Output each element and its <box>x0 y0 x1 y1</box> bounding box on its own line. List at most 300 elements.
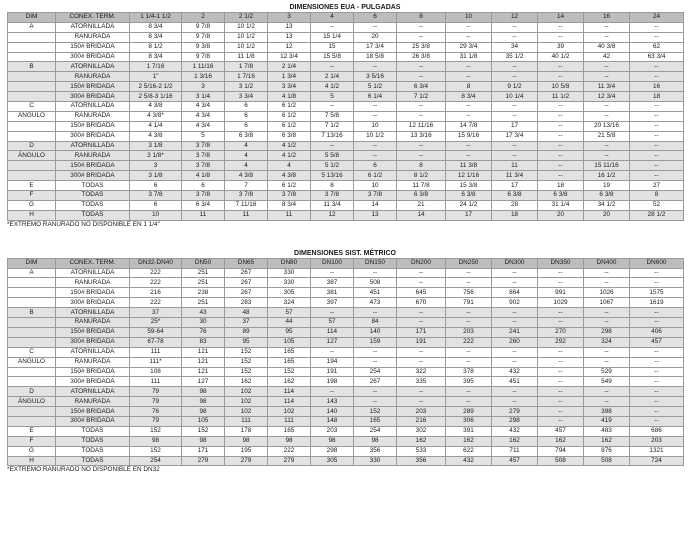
value-cell: -- <box>311 347 354 357</box>
column-header: DN32-DN40 <box>130 258 182 268</box>
value-cell: 4 1/4 <box>130 121 182 131</box>
column-header: 10 <box>446 13 492 23</box>
value-cell: -- <box>397 347 446 357</box>
value-cell: -- <box>538 121 584 131</box>
value-cell: -- <box>311 387 354 397</box>
value-cell: 1 3/16 <box>182 72 225 82</box>
connection-type-cell: 300# BRIDADA <box>56 171 130 181</box>
table-row <box>8 456 684 466</box>
value-cell: -- <box>584 357 630 367</box>
value-cell: 6 3/8 <box>225 131 268 141</box>
value-cell: -- <box>492 151 538 161</box>
table-row <box>8 318 684 328</box>
value-cell: 17 3/4 <box>354 42 397 52</box>
value-cell: 670 <box>397 298 446 308</box>
value-cell: 10 1/2 <box>354 131 397 141</box>
table-row <box>8 308 684 318</box>
value-cell: 98 <box>354 436 397 446</box>
value-cell: 152 <box>130 446 182 456</box>
value-cell: 483 <box>584 426 630 436</box>
value-cell: 2 1/4 <box>311 72 354 82</box>
value-cell: 25* <box>130 318 182 328</box>
value-cell: 140 <box>311 407 354 417</box>
value-cell: 31 1/4 <box>538 200 584 210</box>
value-cell: 194 <box>311 357 354 367</box>
value-cell: -- <box>584 397 630 407</box>
value-cell: 114 <box>268 397 311 407</box>
value-cell: 152 <box>225 357 268 367</box>
value-cell: -- <box>584 151 630 161</box>
value-cell: 267 <box>354 377 397 387</box>
value-cell: 387 <box>311 278 354 288</box>
value-cell: 152 <box>354 407 397 417</box>
value-cell: -- <box>354 62 397 72</box>
connection-type-cell: 150# BRIDADA <box>56 327 130 337</box>
column-header: DN80 <box>268 258 311 268</box>
value-cell: -- <box>492 72 538 82</box>
connection-type-cell: TODAS <box>56 210 130 220</box>
table-row <box>8 288 684 298</box>
value-cell: 98 <box>225 436 268 446</box>
table-row <box>8 121 684 131</box>
value-cell: -- <box>446 347 492 357</box>
value-cell: -- <box>492 308 538 318</box>
header-row <box>8 13 684 23</box>
dim-cell: H <box>8 456 56 466</box>
value-cell: 254 <box>354 367 397 377</box>
table-row <box>8 407 684 417</box>
value-cell: 98 <box>182 387 225 397</box>
value-cell: 4 3/8* <box>130 111 182 121</box>
value-cell: 48 <box>225 308 268 318</box>
value-cell: 251 <box>182 298 225 308</box>
connection-type-cell: 300# BRIDADA <box>56 337 130 347</box>
table-row <box>8 111 684 121</box>
dim-cell: E <box>8 426 56 436</box>
value-cell: 508 <box>354 278 397 288</box>
value-cell: -- <box>354 151 397 161</box>
table-row <box>8 72 684 82</box>
value-cell: 3 <box>182 82 225 92</box>
value-cell: 152 <box>225 347 268 357</box>
value-cell: 6 <box>354 161 397 171</box>
value-cell: 711 <box>492 446 538 456</box>
connection-type-cell: RANURADA <box>56 111 130 121</box>
value-cell: 111 <box>225 416 268 426</box>
table-row <box>8 92 684 102</box>
value-cell: 451 <box>354 288 397 298</box>
dim-cell <box>8 52 56 62</box>
value-cell: 3 1/8 <box>130 141 182 151</box>
value-cell: 34 1/2 <box>584 200 630 210</box>
value-cell: 17 3/4 <box>492 131 538 141</box>
value-cell: 1 3/4 <box>268 72 311 82</box>
connection-type-cell: RANURADA <box>56 72 130 82</box>
value-cell: 40 3/8 <box>584 42 630 52</box>
value-cell: -- <box>630 161 684 171</box>
value-cell: 222 <box>268 446 311 456</box>
value-cell: 152 <box>268 367 311 377</box>
value-cell: 26 3/8 <box>397 52 446 62</box>
value-cell: 67-78 <box>130 337 182 347</box>
value-cell: 4 3/8 <box>130 131 182 141</box>
table-row <box>8 298 684 308</box>
column-header: DIM <box>8 258 56 268</box>
connection-type-cell: 300# BRIDADA <box>56 52 130 62</box>
value-cell: -- <box>584 268 630 278</box>
table-row <box>8 102 684 112</box>
value-cell: 11 3/4 <box>584 82 630 92</box>
value-cell: -- <box>630 102 684 112</box>
value-cell: 20 13/16 <box>584 121 630 131</box>
table-row <box>8 268 684 278</box>
value-cell: 1 7/8 <box>225 62 268 72</box>
table-row <box>8 387 684 397</box>
value-cell: -- <box>397 397 446 407</box>
value-cell: 330 <box>354 456 397 466</box>
column-header: CONEX. TERM. <box>56 258 130 268</box>
value-cell: 14 <box>397 210 446 220</box>
value-cell: 152 <box>130 426 182 436</box>
value-cell: 6 1/2 <box>268 121 311 131</box>
value-cell: 6 <box>130 181 182 191</box>
value-cell: 6 3/4 <box>182 200 225 210</box>
value-cell: 3 7/8 <box>130 191 182 201</box>
value-cell: 11 7/8 <box>397 181 446 191</box>
table-row <box>8 337 684 347</box>
value-cell: 3 5/16 <box>354 72 397 82</box>
column-header: 3 <box>268 13 311 23</box>
value-cell: 9 7/8 <box>182 52 225 62</box>
value-cell: 12 1/16 <box>446 171 492 181</box>
value-cell: -- <box>630 387 684 397</box>
document-page <box>7 3 683 474</box>
value-cell: 9 7/8 <box>182 22 225 32</box>
value-cell: -- <box>630 416 684 426</box>
value-cell: -- <box>630 308 684 318</box>
value-cell: 62 <box>630 42 684 52</box>
value-cell: -- <box>538 171 584 181</box>
value-cell: -- <box>584 387 630 397</box>
connection-type-cell: ATORNILLADA <box>56 308 130 318</box>
value-cell: 98 <box>268 436 311 446</box>
value-cell: 3 7/8 <box>182 191 225 201</box>
column-header: DN600 <box>630 258 684 268</box>
value-cell: 645 <box>397 288 446 298</box>
connection-type-cell: 150# BRIDADA <box>56 42 130 52</box>
value-cell: 20 <box>584 210 630 220</box>
value-cell: 121 <box>182 367 225 377</box>
dim-cell: H <box>8 210 56 220</box>
connection-type-cell: RANURADA <box>56 397 130 407</box>
value-cell: -- <box>354 111 397 121</box>
value-cell: 76 <box>130 407 182 417</box>
value-cell: 143 <box>311 397 354 407</box>
value-cell: -- <box>538 131 584 141</box>
value-cell: 279 <box>182 456 225 466</box>
dim-cell <box>8 161 56 171</box>
value-cell: -- <box>492 278 538 288</box>
dim-cell: C <box>8 102 56 112</box>
connection-type-cell: ATORNILLADA <box>56 387 130 397</box>
value-cell: 19 <box>584 181 630 191</box>
value-cell: 39 <box>538 42 584 52</box>
value-cell: 4 3/4 <box>182 102 225 112</box>
value-cell: -- <box>538 377 584 387</box>
value-cell: -- <box>630 318 684 328</box>
value-cell: -- <box>397 62 446 72</box>
value-cell: 8 <box>446 82 492 92</box>
value-cell: 10 <box>354 181 397 191</box>
value-cell: 10 <box>354 121 397 131</box>
value-cell: 10 1/4 <box>492 92 538 102</box>
value-cell: -- <box>397 387 446 397</box>
value-cell: 457 <box>538 426 584 436</box>
value-cell: -- <box>446 278 492 288</box>
column-header: DN50 <box>182 258 225 268</box>
dim-cell <box>8 367 56 377</box>
value-cell: 324 <box>268 298 311 308</box>
value-cell: 238 <box>182 288 225 298</box>
value-cell: 3 1/8 <box>130 171 182 181</box>
value-cell: 15 5/8 <box>311 52 354 62</box>
value-cell: 102 <box>225 407 268 417</box>
dim-cell: C <box>8 347 56 357</box>
imperial-table-title: DIMENSIONES EUA - PULGADAS <box>289 4 401 11</box>
value-cell: -- <box>446 357 492 367</box>
value-cell: 57 <box>311 318 354 328</box>
value-cell: 18 <box>492 210 538 220</box>
value-cell: 298 <box>584 327 630 337</box>
value-cell: 5 1/2 <box>311 161 354 171</box>
value-cell: -- <box>354 102 397 112</box>
table-row <box>8 327 684 337</box>
value-cell: 335 <box>397 377 446 387</box>
value-cell: 6 3/8 <box>268 131 311 141</box>
value-cell: 171 <box>397 327 446 337</box>
value-cell: -- <box>492 347 538 357</box>
value-cell: -- <box>630 151 684 161</box>
table-row <box>8 181 684 191</box>
value-cell: -- <box>397 278 446 288</box>
value-cell: -- <box>630 141 684 151</box>
value-cell: 27 <box>630 181 684 191</box>
value-cell: 11 1/8 <box>225 52 268 62</box>
value-cell: 98 <box>311 436 354 446</box>
value-cell: 8 3/4 <box>446 92 492 102</box>
value-cell: -- <box>538 151 584 161</box>
value-cell: 11 3/8 <box>446 161 492 171</box>
value-cell: 298 <box>311 446 354 456</box>
table-row <box>8 200 684 210</box>
value-cell: -- <box>354 357 397 367</box>
value-cell: 473 <box>354 298 397 308</box>
value-cell: -- <box>584 102 630 112</box>
value-cell: 84 <box>354 318 397 328</box>
value-cell: 165 <box>268 357 311 367</box>
value-cell: 270 <box>538 327 584 337</box>
value-cell: -- <box>538 357 584 367</box>
value-cell: -- <box>538 111 584 121</box>
value-cell: 21 5/8 <box>584 131 630 141</box>
value-cell: 203 <box>446 327 492 337</box>
value-cell: 7 5/8 <box>311 111 354 121</box>
value-cell: 5 <box>182 131 225 141</box>
value-cell: -- <box>492 62 538 72</box>
value-cell: 267 <box>225 268 268 278</box>
value-cell: 28 1/2 <box>630 210 684 220</box>
value-cell: 3 1/8* <box>130 151 182 161</box>
connection-type-cell: RANURADA <box>56 278 130 288</box>
value-cell: 191 <box>311 367 354 377</box>
value-cell: -- <box>354 397 397 407</box>
value-cell: 7 13/16 <box>311 131 354 141</box>
value-cell: 203 <box>397 407 446 417</box>
value-cell: 3 7/8 <box>182 141 225 151</box>
connection-type-cell: 150# BRIDADA <box>56 407 130 417</box>
value-cell: 79 <box>130 416 182 426</box>
value-cell: 4 <box>225 161 268 171</box>
value-cell: 37 <box>130 308 182 318</box>
table-row <box>8 367 684 377</box>
value-cell: 222 <box>130 298 182 308</box>
column-header: 24 <box>630 13 684 23</box>
column-header: DN65 <box>225 258 268 268</box>
table-row <box>8 436 684 446</box>
column-header: 2 <box>182 13 225 23</box>
value-cell: 10 1/2 <box>225 32 268 42</box>
value-cell: 40 1/2 <box>538 52 584 62</box>
value-cell: 3 <box>130 161 182 171</box>
value-cell: -- <box>584 318 630 328</box>
dim-cell: A <box>8 268 56 278</box>
dim-cell <box>8 278 56 288</box>
value-cell: 162 <box>397 436 446 446</box>
value-cell: 44 <box>268 318 311 328</box>
value-cell: -- <box>538 62 584 72</box>
value-cell: 283 <box>225 298 268 308</box>
table-row <box>8 416 684 426</box>
dim-cell <box>8 288 56 298</box>
value-cell: 162 <box>584 436 630 446</box>
column-header: 2 1/2 <box>225 13 268 23</box>
value-cell: 1619 <box>630 298 684 308</box>
metric-footnote: *EXTREMO RANURADO NO DISPONIBLE EN DN32 <box>7 466 160 474</box>
dim-cell <box>8 337 56 347</box>
value-cell: 3 3/4 <box>225 92 268 102</box>
value-cell: 4 1/2 <box>311 82 354 92</box>
value-cell: 12 3/4 <box>268 52 311 62</box>
value-cell: -- <box>538 278 584 288</box>
table-row <box>8 131 684 141</box>
value-cell: 216 <box>130 288 182 298</box>
value-cell: 4 3/8 <box>225 171 268 181</box>
value-cell: 17 <box>492 181 538 191</box>
dim-cell <box>8 407 56 417</box>
table-row <box>8 426 684 436</box>
value-cell: 6 3/8 <box>538 191 584 201</box>
value-cell: 305 <box>268 288 311 298</box>
value-cell: 35 1/2 <box>492 52 538 62</box>
value-cell: -- <box>630 268 684 278</box>
value-cell: 457 <box>492 456 538 466</box>
value-cell: 508 <box>584 456 630 466</box>
value-cell: 13 <box>268 32 311 42</box>
value-cell: 102 <box>225 397 268 407</box>
value-cell: 20 <box>538 210 584 220</box>
value-cell: 15 3/8 <box>446 181 492 191</box>
dim-cell: B <box>8 308 56 318</box>
value-cell: 162 <box>538 436 584 446</box>
value-cell: 533 <box>397 446 446 456</box>
dim-cell: ÁNGULO <box>8 397 56 407</box>
connection-type-cell: ATORNILLADA <box>56 268 130 278</box>
value-cell: 5 13/16 <box>311 171 354 181</box>
connection-type-cell: 150# BRIDADA <box>56 288 130 298</box>
value-cell: 298 <box>492 416 538 426</box>
column-header: DIM <box>8 13 56 23</box>
value-cell: 4 1/8 <box>182 171 225 181</box>
value-cell: -- <box>630 131 684 141</box>
value-cell: 9 7/8 <box>182 32 225 42</box>
value-cell: 1 7/16 <box>130 62 182 72</box>
value-cell: 254 <box>354 426 397 436</box>
value-cell: 15 <box>311 42 354 52</box>
value-cell: -- <box>538 367 584 377</box>
value-cell: -- <box>538 102 584 112</box>
value-cell: -- <box>492 397 538 407</box>
value-cell: -- <box>397 32 446 42</box>
value-cell: 152 <box>182 426 225 436</box>
value-cell: -- <box>492 268 538 278</box>
value-cell: 292 <box>538 337 584 347</box>
table-row <box>8 32 684 42</box>
value-cell: 76 <box>182 327 225 337</box>
column-header: DN300 <box>492 258 538 268</box>
value-cell: 11 <box>268 210 311 220</box>
value-cell: 1575 <box>630 288 684 298</box>
value-cell: -- <box>397 151 446 161</box>
value-cell: -- <box>538 397 584 407</box>
value-cell: 127 <box>311 337 354 347</box>
connection-type-cell: 150# BRIDADA <box>56 161 130 171</box>
value-cell: -- <box>630 377 684 387</box>
table-row <box>8 52 684 62</box>
value-cell: 11 3/4 <box>311 200 354 210</box>
imperial-footnote: *EXTREMO RANURADO NO DISPONIBLE EN 1 1/4" <box>7 220 160 228</box>
value-cell: -- <box>584 347 630 357</box>
value-cell: 251 <box>182 278 225 288</box>
value-cell: 89 <box>225 327 268 337</box>
value-cell: 9 1/2 <box>492 82 538 92</box>
value-cell: -- <box>446 111 492 121</box>
value-cell: 114 <box>311 327 354 337</box>
value-cell: -- <box>311 62 354 72</box>
value-cell: 6 1/2 <box>268 181 311 191</box>
table-row <box>8 446 684 456</box>
value-cell: -- <box>492 22 538 32</box>
value-cell: 8 3/4 <box>268 200 311 210</box>
value-cell: -- <box>446 62 492 72</box>
value-cell: 432 <box>446 456 492 466</box>
value-cell: 4 <box>225 151 268 161</box>
value-cell: 98 <box>130 436 182 446</box>
connection-type-cell: TODAS <box>56 200 130 210</box>
value-cell: 6 3/8 <box>492 191 538 201</box>
value-cell: 241 <box>492 327 538 337</box>
value-cell: 8 3/4 <box>130 32 182 42</box>
value-cell: -- <box>354 22 397 32</box>
